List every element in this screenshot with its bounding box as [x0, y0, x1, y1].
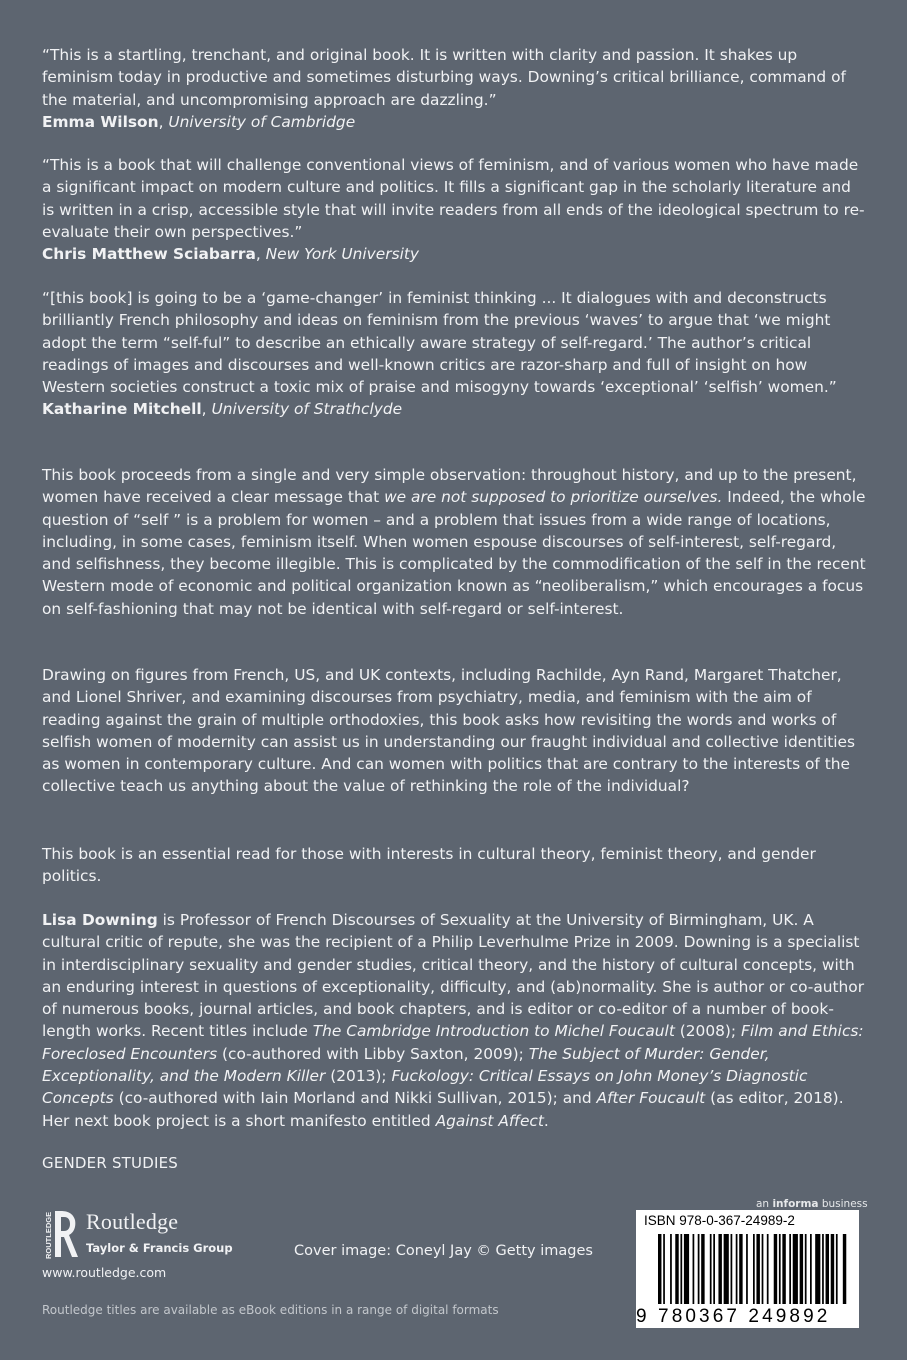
- barcode-bar: [789, 1234, 791, 1304]
- barcode-bar: [779, 1234, 781, 1304]
- description-paragraph-3: This book is an essential read for those with interests in cultural theory, feminist theory, and gender politics.: [42, 845, 816, 886]
- barcode-bar: [731, 1234, 733, 1304]
- quote-author: Chris Matthew Sciabarra: [42, 245, 256, 264]
- barcode-bar: [710, 1234, 712, 1304]
- barcode-bar: [675, 1234, 678, 1304]
- barcode-bar: [663, 1234, 665, 1304]
- quote-text: “This is a startling, trenchant, and original book. It is written with clarity and passion. It shakes up feminism today in productive and sometimes disturbing ways. Downing’s critical brilliance, command of the material, and uncompromising approach are dazzling.”: [42, 46, 846, 109]
- barcode-bar: [756, 1234, 759, 1304]
- cover-image-credit: Cover image: Coneyl Jay © Getty images: [294, 1243, 593, 1259]
- barcode-bar: [843, 1234, 846, 1304]
- description-paragraph-2: Drawing on figures from French, US, and UK contexts, including Rachilde, Ayn Rand, Margaret Thatcher, and Lionel Shriver, and examining discourses from psychiatry, media, and feminism with the aim of reading against the grain of multiple orthodoxies, this book asks how revisiting the words and works of selfish women of modernity can assist us in understanding our fraught individual and collective identities as women in contemporary culture. And can women with politics that are contrary to the interests of the collective teach us anything about the value of rethinking the role of the individual?: [42, 666, 856, 796]
- description-paragraph-1: This book proceeds from a single and very simple observation: throughout history, and up to the present, women have received a clear message that we are not supposed to prioritize ourselves. Indeed, the whole question of “self ” is a problem for women – and a problem that issues from a wide range of locations, including, in some cases, feminism itself. When women espouse discourses of self-interest, self-regard, and selfishness, they become illegible. This is complicated by the commodification of the self in the recent Western mode of economic and political organization known as “neoliberalism,” which encourages a focus on self-fashioning that may not be identical with self-regard or self-interest.: [42, 466, 866, 618]
- barcode-bar: [718, 1234, 721, 1304]
- author-bio: Lisa Downing is Professor of French Discourses of Sexuality at the University of Birmingham, UK. A cultural critic of repute, she was the recipient of a Philip Leverhulme Prize in 2009. Downing is a specialist in interdisciplinary sexuality and gender studies, critical theory, and the history of cultural concepts, with an enduring interest in questions of exceptionality, difficulty, and (ab)normality. She is author or co-author of numerous books, journal articles, and book chapters, and is editor or co-editor of a number of book-length works. Recent titles include The Cambridge Introduction to Michel Foucault (2008); Film and Ethics: Foreclosed Encounters (co-authored with Libby Saxton, 2009); The Subject of Murder: Gender, Exceptionality, and the Modern Killer (2013); Fuckology: Critical Essays on John Money’s Diagnostic Concepts (co-authored with Iain Morland and Nikki Sullivan, 2015); and After Foucault (as editor, 2018). Her next book project is a short manifesto entitled Against Affect.: [42, 911, 865, 1130]
- barcode-bar: [693, 1234, 695, 1304]
- barcode-bar: [698, 1234, 700, 1304]
- isbn-barcode: [636, 1210, 859, 1328]
- quote-affiliation: New York University: [265, 245, 420, 264]
- review-quote-1: [42, 44, 868, 133]
- barcode-bar: [684, 1234, 689, 1304]
- quote-attribution: Emma Wilson, University of Cambridge: [42, 112, 356, 131]
- publisher-url[interactable]: www.routledge.com: [42, 1265, 167, 1280]
- review-quote-3: [42, 287, 868, 421]
- quote-author: Katharine Mitchell: [42, 400, 202, 419]
- routledge-logo-icon: [42, 1207, 78, 1261]
- barcode-bar: [713, 1234, 715, 1304]
- review-quote-2: [42, 154, 868, 265]
- barcode-bar: [815, 1234, 820, 1304]
- barcode-bar: [658, 1234, 661, 1304]
- barcode-bar: [831, 1234, 834, 1304]
- informa-business-tag: an informa business: [756, 1198, 868, 1210]
- quote-affiliation: University of Strathclyde: [211, 400, 403, 419]
- barcode-bar: [680, 1234, 682, 1304]
- barcode-bar: [822, 1234, 824, 1304]
- barcode-bar: [836, 1234, 838, 1304]
- quote-affiliation: University of Cambridge: [168, 112, 356, 131]
- barcode-bars-icon: [658, 1234, 848, 1304]
- barcode-digits: 9 780367 249892: [636, 1306, 831, 1327]
- barcode-bar: [670, 1234, 672, 1304]
- quote-attribution: Katharine Mitchell, University of Strathclyde: [42, 400, 403, 419]
- logo-vertical-text: ROUTLEDGE: [44, 1211, 53, 1259]
- publisher-group: Taylor & Francis Group: [86, 1241, 233, 1255]
- barcode-bar: [762, 1234, 764, 1304]
- quote-attribution: Chris Matthew Sciabarra, New York University: [42, 245, 420, 264]
- quote-text: “[this book] is going to be a ‘game-changer’ in feminist thinking ... It dialogues with and deconstructs brilliantly French philosophy and ideas on feminism from the previous ‘waves’ to argue that ‘we might adopt the term “self-ful” to describe an ethically aware strategy of self-regard.’ The author’s critical readings of images and discourses and well-known critics are razor-sharp and full of insight on how Western societies construct a toxic mix of praise and misogyny towards ‘exceptional’ ‘selfish’ women.”: [42, 289, 837, 397]
- barcode-bar: [805, 1234, 807, 1304]
- ebook-availability-note: Routledge titles are available as eBook editions in a range of digital formats: [42, 1303, 499, 1317]
- isbn-label: ISBN 978-0-367-24989-2: [644, 1213, 795, 1228]
- barcode-bar: [800, 1234, 803, 1304]
- barcode-bar: [810, 1234, 812, 1304]
- barcode-bar: [782, 1234, 785, 1304]
- barcode-bar: [736, 1234, 738, 1304]
- barcode-bar: [767, 1234, 769, 1304]
- barcode-bar: [774, 1234, 777, 1304]
- barcode-bar: [793, 1234, 798, 1304]
- author-name: Lisa Downing: [42, 911, 158, 929]
- publisher-name: Routledge: [86, 1209, 179, 1234]
- barcode-bar: [701, 1234, 704, 1304]
- barcode-bar: [746, 1234, 748, 1304]
- barcode-bar: [739, 1234, 742, 1304]
- barcode-bar: [753, 1234, 755, 1304]
- subject-category: GENDER STUDIES: [42, 1154, 178, 1172]
- barcode-bar: [826, 1234, 829, 1304]
- quote-text: “This is a book that will challenge conventional views of feminism, and of various women who have made a significant impact on modern culture and politics. It fills a significant gap in the scholarly literature and is written in a crisp, accessible style that will invite readers from all ends of the ideological spectrum to re-evaluate their own perspectives.”: [42, 156, 865, 241]
- quote-author: Emma Wilson: [42, 112, 159, 131]
- barcode-bar: [724, 1234, 729, 1304]
